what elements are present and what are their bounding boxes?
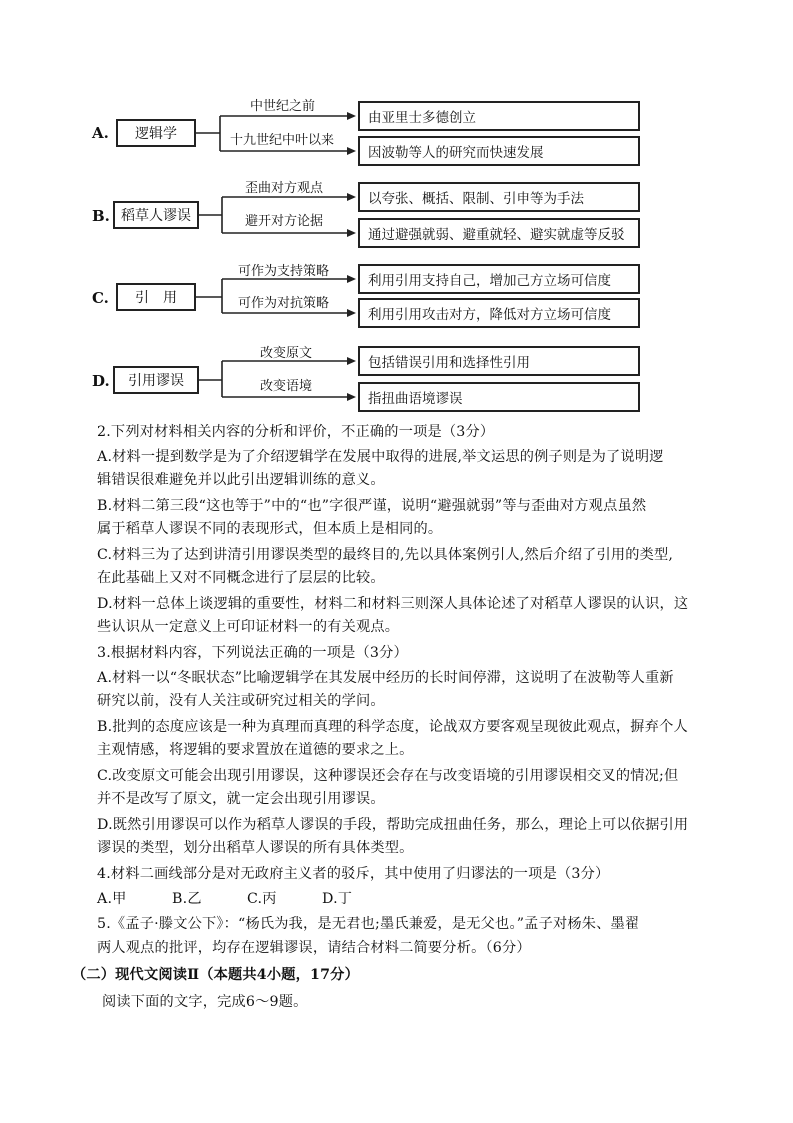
result-box-d1: 包括错误引用和选择性引用 [358, 346, 640, 376]
concept-box-a: 逻辑学 [116, 119, 196, 147]
arrowhead-top-0 [347, 112, 356, 120]
option-letter-d: D. [92, 372, 110, 390]
q2-option-b-line1: B.材料二第三段“这也等于”中的“也”字很严谨，说明“避强就弱”等与歪曲对方观点虽然 [97, 498, 647, 514]
q2-stem: 2.下列对材料相关内容的分析和评价，不正确的一项是（3分） [97, 424, 495, 440]
q3-option-b-line2: 主观情感，将逻辑的要求置放在道德的要求之上。 [97, 742, 414, 758]
q2-option-d-line1: D.材料一总体上谈逻辑的重要性，材料二和材料三则深人具体论述了对稻草人谬误的认识，这 [97, 596, 689, 612]
arrowhead-bottom-3 [347, 393, 356, 401]
q3-option-a-line2: 研究以前，没有人关注或研究过相关的学问。 [97, 693, 385, 709]
q2-option-c-line1: C.材料三为了达到讲清引用谬误类型的最终目的,先以具体案例引人,然后介绍了引用的类型, [97, 547, 674, 563]
result-box-c2: 利用引用攻击对方，降低对方立场可信度 [358, 298, 640, 328]
arrowhead-top-3 [347, 357, 356, 365]
arrowhead-top-1 [347, 193, 356, 201]
result-box-b1: 以夸张、概括、限制、引申等为手法 [358, 182, 640, 212]
branch-label-c2: 可作为对抗策略 [238, 296, 330, 311]
branch-label-a2: 十九世纪中叶以来 [230, 133, 335, 148]
branch-label-a1: 中世纪之前 [250, 99, 316, 114]
option-letter-a: A. [92, 124, 109, 142]
q2-option-b-line2: 属于稻草人谬误不同的表现形式，但本质上是相同的。 [97, 521, 443, 537]
q2-option-c-line2: 在此基础上又对不同概念进行了层层的比较。 [97, 570, 385, 586]
q3-option-c-line1: C.改变原文可能会出现引用谬误，这种谬误还会存在与改变语境的引用谬误相交叉的情况;但 [97, 768, 679, 784]
arrowhead-top-2 [347, 275, 356, 283]
q3-option-b-line1: B.批判的态度应该是一种为真理而真理的科学态度，论战双方要客观呈现彼此观点，摒弃个人 [97, 719, 688, 735]
concept-diagram [0, 0, 793, 420]
q3-option-c-line2: 并不是改写了原文，就一定会出现引用谬误。 [97, 791, 385, 807]
arrowhead-bottom-1 [347, 229, 356, 237]
result-box-b2: 通过避强就弱、避重就轻、避实就虚等反驳 [358, 218, 640, 248]
result-box-a2: 因波勒等人的研究而快速发展 [358, 136, 640, 166]
q4-choice-b: B.乙 [172, 891, 202, 907]
option-letter-b: B. [92, 207, 110, 225]
result-box-c1: 利用引用支持自己，增加己方立场可信度 [358, 264, 640, 294]
concept-box-b: 稻草人谬误 [113, 201, 199, 229]
arrowhead-bottom-2 [347, 309, 356, 317]
q4-choice-a: A.甲 [97, 891, 127, 907]
section-title: （二）现代文阅读Ⅱ（本题共4小题，17分） [72, 967, 359, 983]
concept-box-c: 引 用 [116, 283, 196, 311]
branch-label-b2: 避开对方论据 [245, 214, 324, 229]
q5-line1: 5.《孟子·滕文公下》：“杨氏为我，是无君也;墨氏兼爱，是无父也。”孟子对杨朱、墨翟 [97, 916, 640, 932]
q2-option-d-line2: 些认识从一定意义上可印证材料一的有关观点。 [97, 619, 400, 635]
q4-choice-c: C.丙 [247, 891, 277, 907]
q4-choice-d: D.丁 [322, 891, 353, 907]
q3-stem: 3.根据材料内容，下列说法正确的一项是（3分） [97, 645, 408, 661]
branch-label-d1: 改变原文 [260, 346, 313, 361]
q3-option-a-line1: A.材料一以“冬眠状态”比喻逻辑学在其发展中经历的长时间停滞，这说明了在波勒等人重新 [97, 670, 674, 686]
section-intro: 阅读下面的文字，完成6～9题。 [102, 994, 308, 1010]
arrowhead-bottom-0 [347, 147, 356, 155]
q5-line2: 两人观点的批评，均存在逻辑谬误，请结合材料二简要分析。（6分） [97, 940, 531, 956]
branch-label-b1: 歪曲对方观点 [245, 181, 324, 196]
q4-choices [97, 889, 397, 909]
q2-option-a-line1: A.材料一提到数学是为了介绍逻辑学在发展中取得的进展,举文运思的例子则是为了说明逻 [97, 449, 664, 465]
branch-label-d2: 改变语境 [260, 379, 313, 394]
q2-option-a-line2: 辑错误很难避免并以此引出逻辑训练的意义。 [97, 472, 385, 488]
q3-option-d-line2: 谬误的类型，划分出稻草人谬误的所有具体类型。 [97, 840, 414, 856]
branch-label-c1: 可作为支持策略 [238, 264, 330, 279]
q3-option-d-line1: D.既然引用谬误可以作为稻草人谬误的手段，帮助完成扭曲任务，那么，理论上可以依据引用 [97, 817, 689, 833]
result-box-a1: 由亚里士多德创立 [358, 101, 640, 131]
concept-box-d: 引用谬误 [113, 366, 199, 394]
option-letter-c: C. [92, 289, 109, 307]
q4-stem: 4.材料二画线部分是对无政府主义者的驳斥，其中使用了归谬法的一项是（3分） [97, 866, 610, 882]
result-box-d2: 指扭曲语境谬误 [358, 382, 640, 412]
